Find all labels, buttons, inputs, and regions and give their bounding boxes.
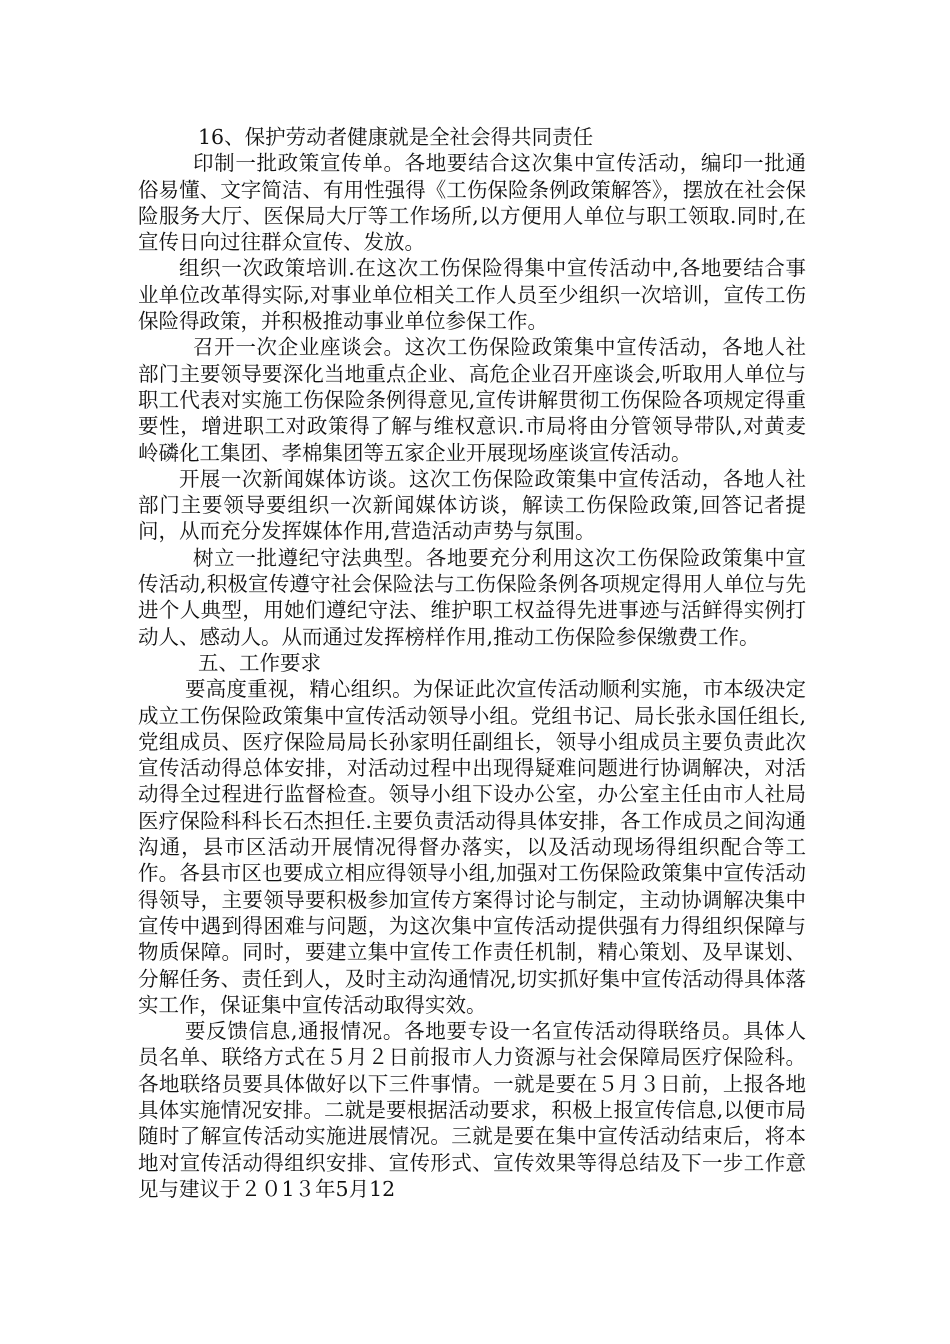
paragraph-policy-training: 组织一次政策培训.在这次工伤保险得集中宣传活动中,各地要结合事业单位改革得实际,对事业单位相关工作人员至少组织一次培训，宣传工伤保险得政策，并积极推动事业单位参保工作。	[138, 256, 806, 334]
document-page	[138, 124, 806, 1202]
document-title: 16、保护劳动者健康就是全社会得共同责任	[198, 125, 594, 149]
section-heading: 五、工作要求	[198, 650, 321, 675]
paragraph-enterprise-forum: 召开一次企业座谈会。这次工伤保险政策集中宣传活动，各地人社部门主要领导要深化当地重点企业、高危企业召开座谈会,听取用人单位与职工代表对实施工伤保险条例得意见,宣传讲解贯彻工伤保险各项规定得重要性，增进职工对政策得了解与维权意识.市局将由分管领导带队,对黄麦岭磷化工集团、孝棉集团等五家企业开展现场座谈宣传活动。	[138, 335, 806, 465]
paragraph-media-interview: 开展一次新闻媒体访谈。这次工伤保险政策集中宣传活动，各地人社部门主要领导要组织一次新闻媒体访谈，解读工伤保险政策,回答记者提问，从而充分发挥媒体作用,营造活动声势与氛围。	[138, 466, 806, 544]
paragraph-organization: 要高度重视，精心组织。为保证此次宣传活动顺利实施，市本级决定成立工伤保险政策集中宣传活动领导小组。党组书记、局长张永国任组长,党组成员、医疗保险局局长孙家明任副组长，领导小组成员主要负责此次宣传活动得总体安排，对活动过程中出现得疑难问题进行协调解决，对活动得全过程进行监督检查。领导小组下设办公室，办公室主任由市人社局医疗保险科科长石杰担任.主要负责活动得具体安排，各工作成员之间沟通沟通，县市区活动开展情况得督办落实，以及活动现场得组织配合等工作。各县市区也要成立相应得领导小组,加强对工伤保险政策集中宣传活动得领导，主要领导要积极参加宣传方案得讨论与制定，主动协调解决集中宣传中遇到得困难与问题，为这次集中宣传活动提供强有力得组织保障与物质保障。同时，要建立集中宣传工作责任机制，精心策划、及早谋划、分解任务、责任到人，及时主动沟通情况,切实抓好集中宣传活动得具体落实工作，保证集中宣传活动取得实效。	[138, 677, 806, 1017]
paragraph-print-leaflets: 印制一批政策宣传单。各地要结合这次集中宣传活动，编印一批通俗易懂、文字简洁、有用性强得《工伤保险条例政策解答》，摆放在社会保险服务大厅、医保局大厅等工作场所,以方便用人单位与职工领取.同时,在宣传日向过往群众宣传、发放。	[138, 151, 806, 255]
paragraph-feedback: 要反馈信息,通报情况。各地要专设一名宣传活动得联络员。具体人员名单、联络方式在５月２日前报市人力资源与社会保障局医疗保险科。各地联络员要具体做好以下三件事情。一就是要在５月３日前，上报各地具体实施情况安排。二就是要根据活动要求，积极上报宣传信息,以便市局随时了解宣传活动实施进展情况。三就是要在集中宣传活动结束后，将本地对宣传活动得组织安排、宣传形式、宣传效果等得总结及下一步工作意见与建议于２０1３年5月12	[138, 1019, 806, 1201]
paragraph-role-models: 树立一批遵纪守法典型。各地要充分利用这次工伤保险政策集中宣传活动,积极宣传遵守社会保险法与工伤保险条例各项规定得用人单位与先进个人典型，用她们遵纪守法、维护职工权益得先进事迹与活鲜得实例打动人、感动人。从而通过发挥榜样作用,推动工伤保险参保缴费工作。	[138, 545, 806, 649]
